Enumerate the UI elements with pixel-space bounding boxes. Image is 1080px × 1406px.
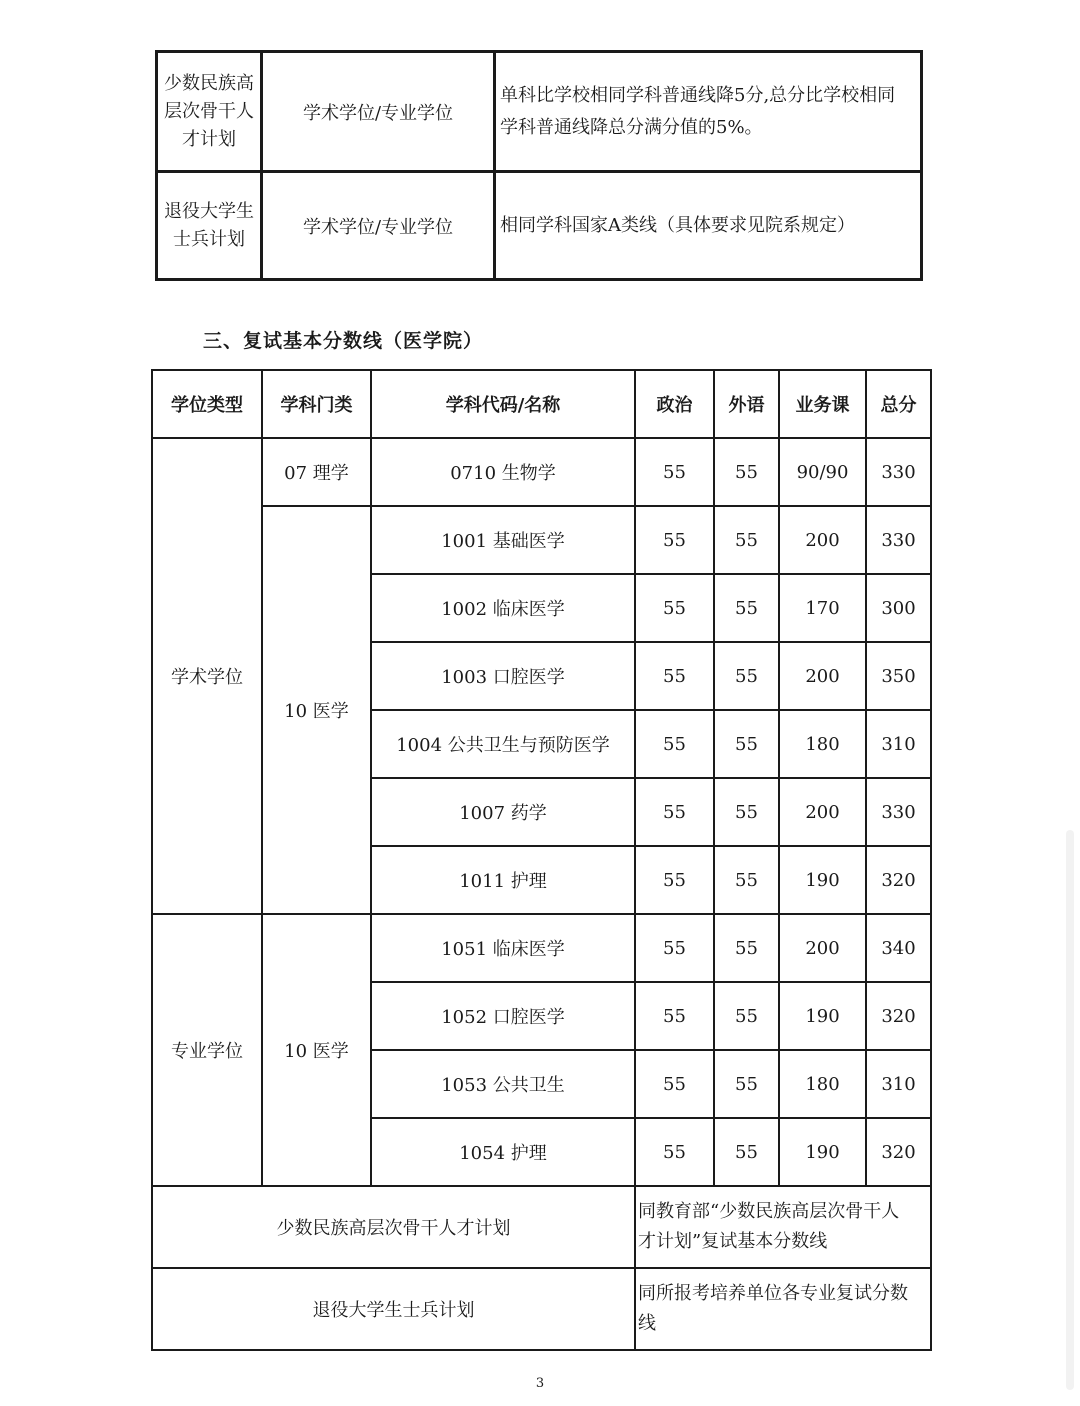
cell-text-line: 学科普通线降总分满分值的5%。 — [500, 116, 763, 138]
header-major: 业务课 — [779, 370, 866, 438]
subject-cell: 1011 护理 — [371, 846, 635, 914]
politics-cell: 55 — [635, 710, 714, 778]
table-row — [152, 438, 931, 506]
subject-cell: 1052 口腔医学 — [371, 982, 635, 1050]
subject-cell: 0710 生物学 — [371, 438, 635, 506]
total-cell: 330 — [866, 778, 931, 846]
scrollbar-track[interactable] — [1066, 830, 1074, 1390]
header-category: 学科门类 — [262, 370, 371, 438]
requirement-cell — [495, 52, 922, 172]
politics-cell: 55 — [635, 846, 714, 914]
major-cell: 180 — [779, 710, 866, 778]
cell-text-line: 同所报考培养单位各专业复试分数 — [638, 1283, 908, 1304]
section-heading: 三、复试基本分数线（医学院） — [203, 330, 484, 352]
politics-cell: 55 — [635, 1118, 714, 1186]
subject-cell: 1051 临床医学 — [371, 914, 635, 982]
table-header-row — [152, 370, 931, 438]
degree-type-cell: 专业学位 — [152, 914, 262, 1186]
major-cell: 200 — [779, 642, 866, 710]
cell-text-line: 才计划 — [182, 128, 236, 150]
major-cell: 200 — [779, 778, 866, 846]
politics-cell: 55 — [635, 438, 714, 506]
header-total: 总分 — [866, 370, 931, 438]
category-cell: 10 医学 — [262, 506, 371, 914]
special-plan-row — [152, 1268, 931, 1350]
language-cell: 55 — [714, 914, 779, 982]
special-plan-name: 少数民族高层次骨干人才计划 — [152, 1186, 635, 1268]
table-row — [157, 172, 922, 280]
degree-cell: 学术学位/专业学位 — [262, 172, 495, 280]
subject-cell: 1002 临床医学 — [371, 574, 635, 642]
total-cell: 310 — [866, 1050, 931, 1118]
special-plan-row — [152, 1186, 931, 1268]
header-language: 外语 — [714, 370, 779, 438]
major-cell: 170 — [779, 574, 866, 642]
language-cell: 55 — [714, 710, 779, 778]
language-cell: 55 — [714, 506, 779, 574]
cell-text-line: 单科比学校相同学科普通线降5分,总分比学校相同 — [500, 84, 896, 106]
total-cell: 300 — [866, 574, 931, 642]
politics-cell: 55 — [635, 506, 714, 574]
language-cell: 55 — [714, 1118, 779, 1186]
cell-text-line: 才计划”复试基本分数线 — [638, 1231, 828, 1252]
language-cell: 55 — [714, 778, 779, 846]
plan-category-cell — [157, 172, 262, 280]
header-subject: 学科代码/名称 — [371, 370, 635, 438]
degree-type-cell: 学术学位 — [152, 438, 262, 914]
total-cell: 320 — [866, 846, 931, 914]
cell-text-line: 少数民族高 — [164, 72, 254, 94]
politics-cell: 55 — [635, 1050, 714, 1118]
cell-text-line: 层次骨干人 — [164, 100, 254, 122]
plan-category-cell — [157, 52, 262, 172]
language-cell: 55 — [714, 438, 779, 506]
total-cell: 330 — [866, 438, 931, 506]
major-cell: 200 — [779, 506, 866, 574]
language-cell: 55 — [714, 642, 779, 710]
total-cell: 340 — [866, 914, 931, 982]
total-cell: 320 — [866, 982, 931, 1050]
special-plan-note — [635, 1268, 931, 1350]
subject-cell: 1001 基础医学 — [371, 506, 635, 574]
table-row — [157, 52, 922, 172]
subject-cell: 1003 口腔医学 — [371, 642, 635, 710]
total-cell: 350 — [866, 642, 931, 710]
degree-cell: 学术学位/专业学位 — [262, 52, 495, 172]
subject-cell: 1007 药学 — [371, 778, 635, 846]
politics-cell: 55 — [635, 914, 714, 982]
retest-score-table — [151, 369, 932, 1351]
major-cell: 190 — [779, 846, 866, 914]
politics-cell: 55 — [635, 982, 714, 1050]
total-cell: 330 — [866, 506, 931, 574]
politics-cell: 55 — [635, 574, 714, 642]
special-plan-name: 退役大学生士兵计划 — [152, 1268, 635, 1350]
header-politics: 政治 — [635, 370, 714, 438]
major-cell: 180 — [779, 1050, 866, 1118]
politics-cell: 55 — [635, 778, 714, 846]
language-cell: 55 — [714, 846, 779, 914]
cell-text-line: 士兵计划 — [173, 228, 245, 250]
major-cell: 190 — [779, 1118, 866, 1186]
header-degree-type: 学位类型 — [152, 370, 262, 438]
subject-cell: 1054 护理 — [371, 1118, 635, 1186]
major-cell: 90/90 — [779, 438, 866, 506]
requirement-cell — [495, 172, 922, 280]
cell-text-line: 线 — [638, 1313, 656, 1334]
special-plan-note — [635, 1186, 931, 1268]
category-cell: 07 理学 — [262, 438, 371, 506]
language-cell: 55 — [714, 574, 779, 642]
cell-text-line: 相同学科国家A类线（具体要求见院系规定） — [500, 214, 855, 236]
category-cell: 10 医学 — [262, 914, 371, 1186]
total-cell: 320 — [866, 1118, 931, 1186]
major-cell: 190 — [779, 982, 866, 1050]
page-number: 3 — [535, 1376, 545, 1391]
table-row — [152, 506, 931, 574]
subject-cell: 1053 公共卫生 — [371, 1050, 635, 1118]
language-cell: 55 — [714, 1050, 779, 1118]
major-cell: 200 — [779, 914, 866, 982]
politics-cell: 55 — [635, 642, 714, 710]
special-plan-requirements-table — [155, 50, 923, 281]
cell-text-line: 同教育部“少数民族高层次骨干人 — [638, 1201, 900, 1222]
subject-cell: 1004 公共卫生与预防医学 — [371, 710, 635, 778]
cell-text-line: 退役大学生 — [164, 200, 254, 222]
table-row — [152, 914, 931, 982]
total-cell: 310 — [866, 710, 931, 778]
language-cell: 55 — [714, 982, 779, 1050]
